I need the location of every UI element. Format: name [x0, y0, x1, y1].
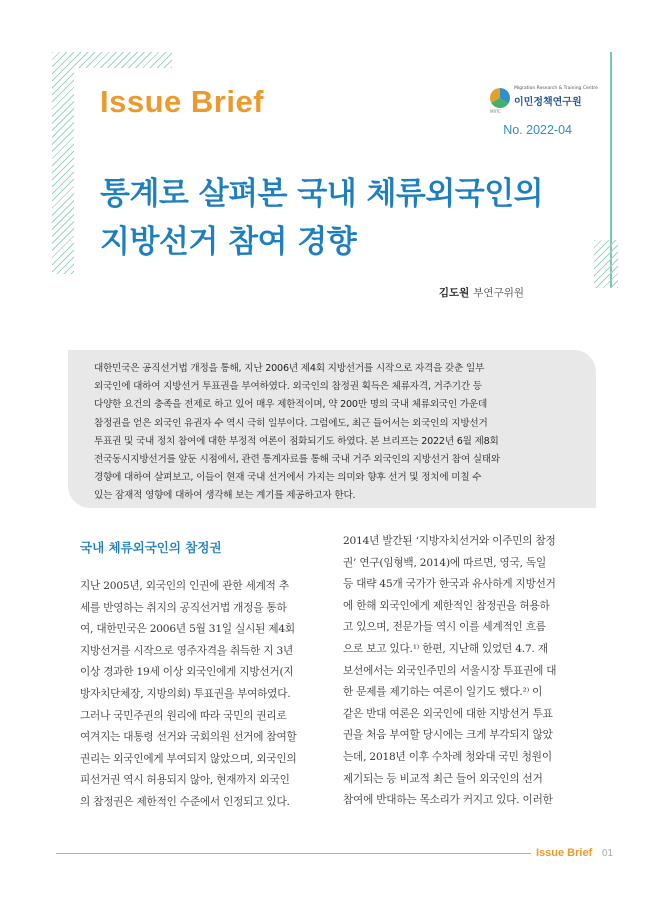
brand-title: Issue Brief: [100, 84, 265, 119]
body-line: 여겨지는 대통령 선거와 국회의원 선거에 참여할: [80, 731, 297, 744]
body-line: 참여에 반대하는 목소리가 커지고 있다. 이러한: [343, 794, 553, 807]
abstract-line: 전국동시지방선거를 앞둔 시점에서, 관련 통계자료를 통해 국내 거주 외국인의 지방선거 참여 실태와: [94, 454, 500, 466]
body-line: 권’ 연구(임형백, 2014)에 따르면, 영국, 독일: [343, 556, 547, 569]
body-line: 이상 경과한 19세 이상 외국인에게 지방선거(지: [80, 666, 294, 679]
org-name-en: Migration Research & Training Centre: [514, 86, 598, 91]
body-line: 권을 처음 부여할 당시에는 크게 부각되지 않았: [343, 729, 553, 742]
abstract-line: 투표권 및 국내 정치 참여에 대한 부정적 여론이 점화되기도 하였다. 본 브리프는 2022년 6월 제8회: [94, 435, 499, 447]
body-line: 권리는 외국인에게 부여되지 않았으며, 외국인의: [80, 752, 297, 765]
page-number: 01: [602, 848, 614, 859]
body-line: 세를 반영하는 취지의 공직선거법 개정을 통하: [80, 601, 287, 614]
body-line: 고 있으며, 전문가들 역시 이를 세계적인 흐름: [343, 621, 546, 634]
body-line: 그러나 국민주권의 원리에 따라 국민의 권리로: [80, 709, 287, 722]
body-line: 에 한해 외국인에게 제한적인 참정권을 허용하: [343, 599, 550, 612]
author-name: 김도원: [438, 287, 470, 299]
body-line: 피선거권 역시 허용되지 않아, 현재까지 외국인: [80, 774, 290, 787]
footer-divider: [56, 853, 531, 854]
decorative-hatch-bottom-right: [594, 240, 618, 288]
body-line: 한 문제를 제기하는 여론이 일기도 했다.²⁾ 이: [343, 686, 543, 699]
abstract-line: 경향에 대하여 살펴보고, 이들이 현재 국내 선거에서 가지는 의미와 향후 선거 및 정치에 미칠 수: [94, 472, 482, 484]
abstract-line: 있는 잠재적 영향에 대하여 생각해 보는 계기를 제공하고자 한다.: [94, 490, 356, 502]
section-heading: 국내 체류외국인의 참정권: [80, 540, 222, 555]
body-line: 보선에서는 외국인주민의 서울시장 투표권에 대: [343, 664, 557, 677]
org-logo: [490, 86, 602, 116]
body-line: 여, 대한민국은 2006년 5월 31일 실시된 제4회: [80, 623, 295, 636]
body-line: 같은 반대 여론은 외국인에 대한 지방선거 투표: [343, 707, 553, 720]
abstract-line: 외국인에 대하여 지방선거 투표권을 부여하였다. 외국인의 참정권 획득은 체류자격, 거주기간 등: [94, 381, 482, 393]
author-role: 부연구위원: [473, 287, 524, 299]
page-title: [100, 170, 580, 266]
body-line: 방자치단체장, 지방의회) 투표권을 부여하였다.: [80, 687, 291, 700]
footer-brand: Issue Brief: [536, 847, 593, 859]
body-column-left: [80, 576, 320, 814]
org-abbr: MRTC: [490, 109, 501, 114]
globe-icon: [490, 88, 510, 108]
abstract-line: 다양한 요건의 충족을 전제로 하고 있어 매우 제한적이며, 약 200만 명의 국내 체류외국인 가운데: [94, 399, 488, 411]
body-line: 지난 2005년, 외국인의 인권에 관한 세계적 추: [80, 580, 289, 592]
body-line: 지방선거를 시작으로 영주자격을 취득한 지 3년: [80, 644, 294, 657]
body-line: 으로 보고 있다.¹⁾ 한편, 지난해 있었던 4.7. 재: [343, 642, 548, 655]
abstract-box: [68, 350, 596, 508]
body-line: 등 대략 45개 국가가 한국과 유사하게 지방선거: [343, 578, 556, 591]
author-byline: [439, 285, 524, 300]
org-name-ko: 이민정책연구원: [514, 97, 582, 108]
body-line: 는데, 2018년 이후 수차례 청와대 국민 청원이: [343, 750, 552, 763]
body-line: 제기되는 등 비교적 최근 들어 외국인의 선거: [343, 772, 543, 785]
body-line: 2014년 발간된 ‘지방자치선거와 이주민의 참정: [343, 535, 556, 547]
title-line-2: 지방선거 참여 경향: [100, 224, 357, 260]
abstract-line: 대한민국은 공직선거법 개정을 통해, 지난 2006년 제4회 지방선거를 시작으로 자격을 갖춘 일부: [94, 363, 485, 374]
decorative-hatch-left: [52, 52, 74, 274]
body-column-right: [343, 531, 588, 812]
title-line-1: 통계로 살펴본 국내 체류외국인의: [100, 176, 544, 212]
body-line: 의 참정권은 제한적인 수준에서 인정되고 있다.: [80, 795, 290, 808]
abstract-line: 참정권을 얻은 외국인 유권자 수 역시 극히 일부이다. 그럼에도, 최근 들어서는 외국인의 지방선거: [94, 417, 488, 429]
issue-number: No. 2022-04: [503, 123, 572, 137]
